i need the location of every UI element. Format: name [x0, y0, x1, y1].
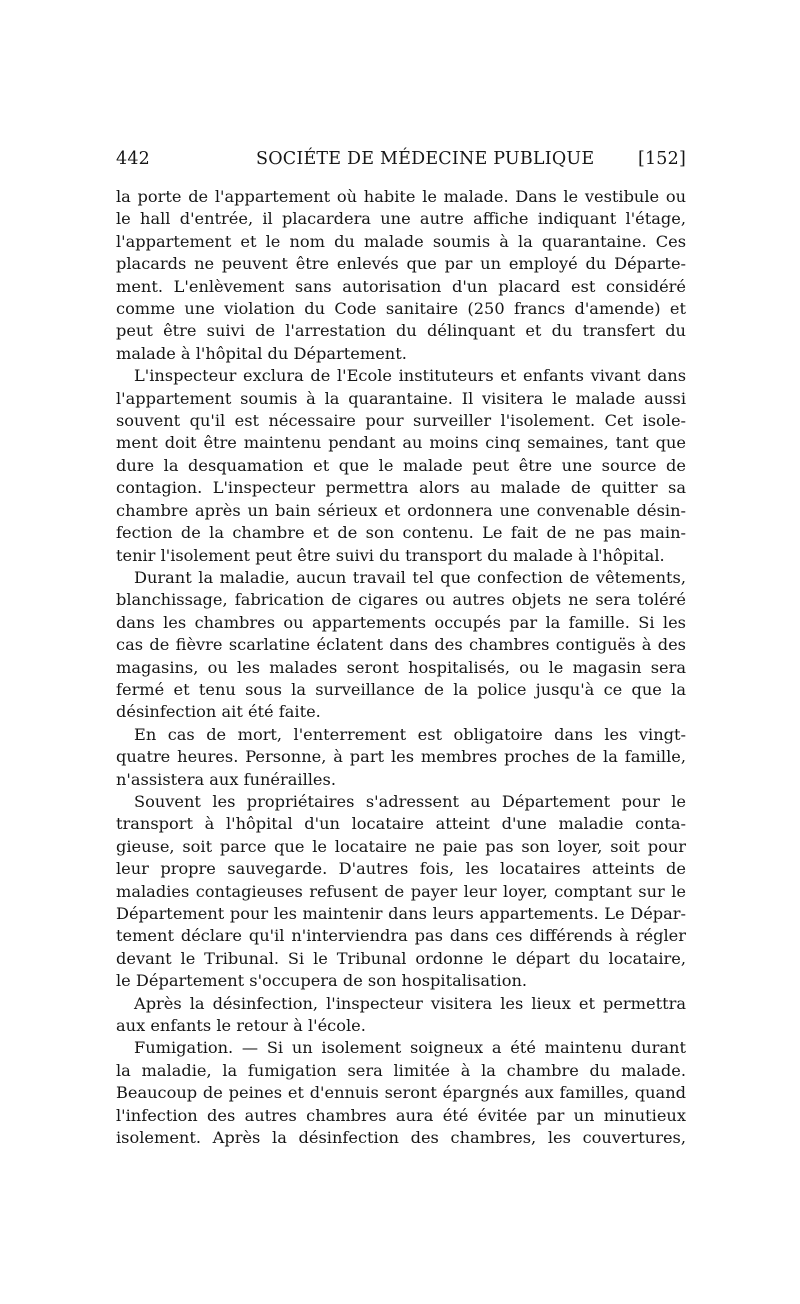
page-number: 442	[116, 149, 151, 169]
text-line: l'infection des autres chambres aura été évitée par un minutieux	[116, 1105, 686, 1125]
text-line: ment. L'enlèvement sans autorisation d'un placard est considéré	[116, 276, 686, 296]
text-line: cas de fièvre scarlatine éclatent dans des chambres contiguës à des	[116, 635, 686, 655]
text-line: leur propre sauvegarde. D'autres fois, les locataires atteints de	[116, 859, 686, 879]
text-line: le hall d'entrée, il placardera une autre affiche indiquant l'étage,	[116, 209, 686, 229]
text-line: chambre après un bain sérieux et ordonnera une convenable désin-	[116, 500, 686, 520]
text-line: tement déclare qu'il n'interviendra pas dans ces différends à régler	[116, 926, 686, 946]
text-line: comme une violation du Code sanitaire (250 francs d'amende) et	[116, 299, 686, 319]
text-line: malade à l'hôpital du Département.	[116, 343, 407, 363]
text-line: devant le Tribunal. Si le Tribunal ordonne le départ du locataire,	[116, 948, 686, 968]
text-line: tenir l'isolement peut être suivi du transport du malade à l'hôpital.	[116, 545, 665, 565]
text-line: aux enfants le retour à l'école.	[116, 1016, 366, 1036]
text-line: Département pour les maintenir dans leurs appartements. Le Dépar-	[116, 904, 686, 923]
original-page-number: [152]	[637, 149, 686, 169]
running-head	[116, 147, 686, 171]
text-line: transport à l'hôpital d'un locataire atteint d'une maladie conta-	[116, 814, 686, 834]
text-line: désinfection ait été faite.	[116, 702, 321, 722]
text-line: Beaucoup de peines et d'ennuis seront épargnés aux familles, quand	[116, 1083, 686, 1103]
text-line: le Département s'occupera de son hospitalisation.	[116, 971, 528, 991]
running-title: SOCIÉTE DE MÉDECINE PUBLIQUE	[256, 149, 595, 169]
text-line: fermé et tenu sous la surveillance de la police jusqu'à ce que la	[116, 679, 686, 699]
text-line: n'assistera aux funérailles.	[116, 769, 336, 789]
text-line: isolement. Après la désinfection des chambres, les couvertures,	[116, 1128, 686, 1148]
body-text	[116, 186, 686, 1149]
text-line: gieuse, soit parce que le locataire ne paie pas son loyer, soit pour	[116, 836, 686, 856]
text-line: contagion. L'inspecteur permettra alors au malade de quitter sa	[116, 478, 686, 498]
text-line: dure la desquamation et que le malade peut être une source de	[116, 455, 686, 475]
text-line: L'inspecteur exclura de l'Ecole instituteurs et enfants vivant dans	[134, 366, 686, 386]
text-line: placards ne peuvent être enlevés que par un employé du Départe-	[116, 254, 686, 274]
text-line: Après la désinfection, l'inspecteur visitera les lieux et permettra	[134, 993, 686, 1013]
text-line: dans les chambres ou appartements occupés par la famille. Si les	[116, 612, 686, 632]
text-line: blanchissage, fabrication de cigares ou autres objets ne sera toléré	[116, 590, 686, 610]
text-line: quatre heures. Personne, à part les membres proches de la famille,	[116, 747, 686, 767]
text-line: ment doit être maintenu pendant au moins cinq semaines, tant que	[116, 433, 686, 453]
text-line: souvent qu'il est nécessaire pour surveiller l'isolement. Cet isole-	[116, 411, 686, 431]
text-line: peut être suivi de l'arrestation du délinquant et du transfert du	[116, 321, 686, 341]
text-line: magasins, ou les malades seront hospitalisés, ou le magasin sera	[116, 657, 686, 677]
text-line: la porte de l'appartement où habite le malade. Dans le vestibule ou	[116, 187, 686, 206]
text-line: l'appartement et le nom du malade soumis à la quarantaine. Ces	[116, 231, 686, 251]
text-line: la maladie, la fumigation sera limitée à la chambre du malade.	[116, 1060, 686, 1080]
text-line: maladies contagieuses refusent de payer leur loyer, comptant sur le	[116, 881, 686, 901]
text-line: Fumigation. — Si un isolement soigneux a été maintenu durant	[134, 1038, 686, 1058]
text-line: En cas de mort, l'enterrement est obligatoire dans les vingt-	[134, 724, 686, 744]
text-line: fection de la chambre et de son contenu. Le fait de ne pas main-	[116, 523, 686, 543]
text-line: Durant la maladie, aucun travail tel que confection de vêtements,	[134, 567, 686, 587]
text-line: l'appartement soumis à la quarantaine. Il visitera le malade aussi	[116, 388, 686, 408]
text-line: Souvent les propriétaires s'adressent au Département pour le	[134, 791, 686, 811]
